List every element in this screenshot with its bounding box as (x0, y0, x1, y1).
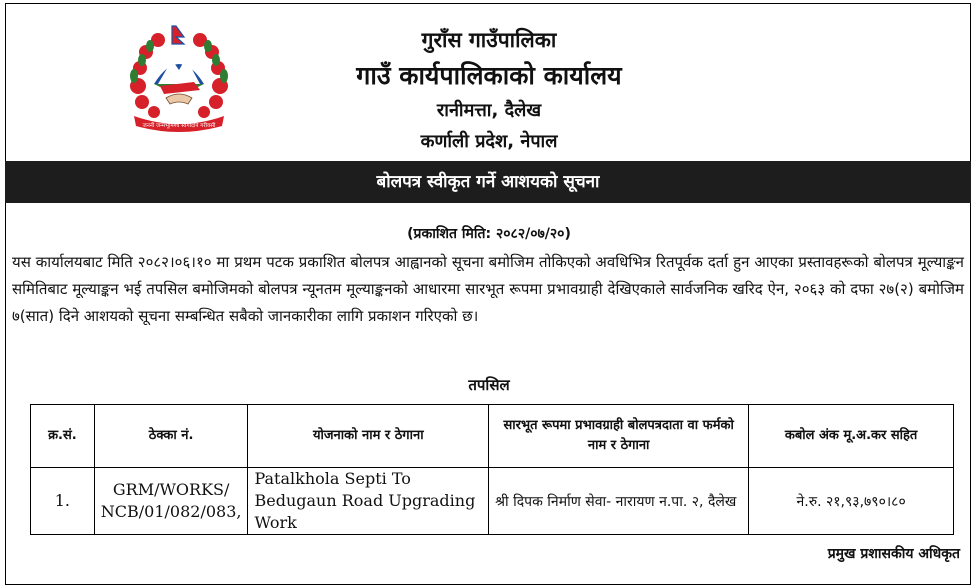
signatory-title: प्रमुख प्रशासकीय अधिकृत (827, 546, 960, 562)
col-header-bidder: सारभूत रूपमा प्रभावग्राही बोलपत्रदाता वा फर्मको नाम र ठेगाना (489, 405, 749, 468)
award-table (30, 404, 954, 535)
notice-title-banner: बोलपत्र स्वीकृत गर्ने आशयको सूचना (5, 161, 971, 203)
published-date: (प्रकाशित मिति: २०८२/०७/२०) (407, 226, 571, 242)
col-header-amount: कबोल अंक मू.अ.कर सहित (749, 405, 954, 468)
col-header-contract-no: ठेक्का नं. (94, 405, 248, 468)
cell-contract-no: GRM/WORKS/ NCB/01/082/083, (94, 468, 248, 535)
emblem-ribbon-text: जननी जन्मभूमिश्च स्वर्गादपि गरीयसी (142, 123, 216, 129)
notice-body-paragraph: यस कार्यालयबाट मिति २०८२।०६।१० मा प्रथम पटक प्रकाशित बोलपत्र आह्वानको सूचना बमोजिम तोकिएको अवधिभित्र रितपूर्वक दर्ता हुन आएका प्रस्तावहरूको बोलपत्र मूल्याङ्कन समितिबाट मूल्याङ्कन भई तपसिल बमोजिमको बोलपत्र न्यूनतम मूल्याङ्कनको आधारमा सारभूत रूपमा प्रभावग्राही देखिएकाले सार्वजनिक खरिद ऐन, २०६३ को दफा २७(२) बमोजिम ७(सात) दिने आशयको सूचना सम्बन्धित सबैको जानकारीका लागि प्रकाशन गरिएको छ। (12, 253, 964, 325)
office-name: गाउँ कार्यपालिकाको कार्यालय (356, 61, 622, 90)
cell-project: Patalkhola Septi To Bedugaun Road Upgrading Work (248, 468, 489, 535)
office-address: रानीमत्ता, दैलेख (436, 100, 542, 121)
cell-sn: 1. (31, 468, 95, 535)
cell-amount: ने.रु. २१,९३,७९०।८० (749, 468, 954, 535)
table-header-row (31, 405, 954, 468)
municipality-name: गुराँस गाउँपालिका (421, 28, 557, 52)
province-country: कर्णाली प्रदेश, नेपाल (420, 131, 558, 152)
table-row (31, 468, 954, 535)
table-caption: तपसिल (468, 376, 510, 394)
col-header-sn: क्र.सं. (31, 405, 95, 468)
cell-bidder: श्री दिपक निर्माण सेवा- नारायण न.पा. २, दैलेख (489, 468, 749, 535)
col-header-project: योजनाको नाम र ठेगाना (248, 405, 489, 468)
